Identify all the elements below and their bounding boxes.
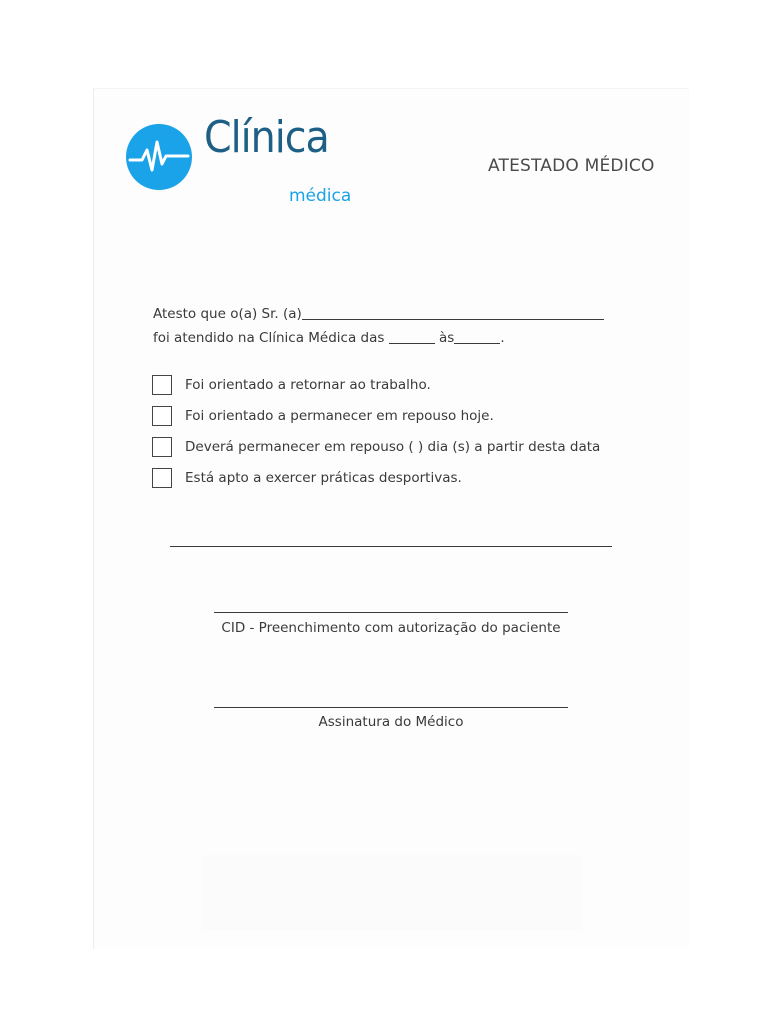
checkbox[interactable] xyxy=(152,375,172,395)
attended-end: . xyxy=(500,330,505,346)
attended-prefix: foi atendido na Clínica Médica das xyxy=(153,330,385,346)
option-label: Foi orientado a retornar ao trabalho. xyxy=(185,377,431,393)
option-label: Está apto a exercer práticas desportivas. xyxy=(185,470,462,486)
checkbox[interactable] xyxy=(152,437,172,457)
attest-prefix: Atesto que o(a) Sr. (a) xyxy=(153,306,302,322)
notes-line[interactable] xyxy=(170,546,612,547)
start-time-blank[interactable] xyxy=(389,329,435,344)
end-time-blank[interactable] xyxy=(454,329,500,344)
signature-caption: Assinatura do Médico xyxy=(318,714,464,730)
footer-area xyxy=(203,855,581,930)
signature-line[interactable] xyxy=(214,707,568,708)
checkbox[interactable] xyxy=(152,468,172,488)
cid-caption: CID - Preenchimento com autorização do paciente xyxy=(221,620,561,636)
option-label: Foi orientado a permanecer em repouso hoje. xyxy=(185,408,494,424)
attended-middle: às xyxy=(439,330,455,346)
clinic-logo xyxy=(126,112,366,212)
document-title: ATESTADO MÉDICO xyxy=(488,156,655,176)
logo-subtitle: médica xyxy=(289,186,352,206)
option-label: Deverá permanecer em repouso ( ) dia (s) a partir desta data xyxy=(185,439,601,455)
document-page xyxy=(93,88,689,949)
attest-line xyxy=(153,305,604,322)
heartbeat-icon xyxy=(126,124,192,190)
checkbox[interactable] xyxy=(152,406,172,426)
patient-name-blank[interactable] xyxy=(302,305,604,320)
attended-line xyxy=(153,329,505,346)
cid-line[interactable] xyxy=(214,612,568,613)
logo-name: Clínica xyxy=(204,112,329,163)
